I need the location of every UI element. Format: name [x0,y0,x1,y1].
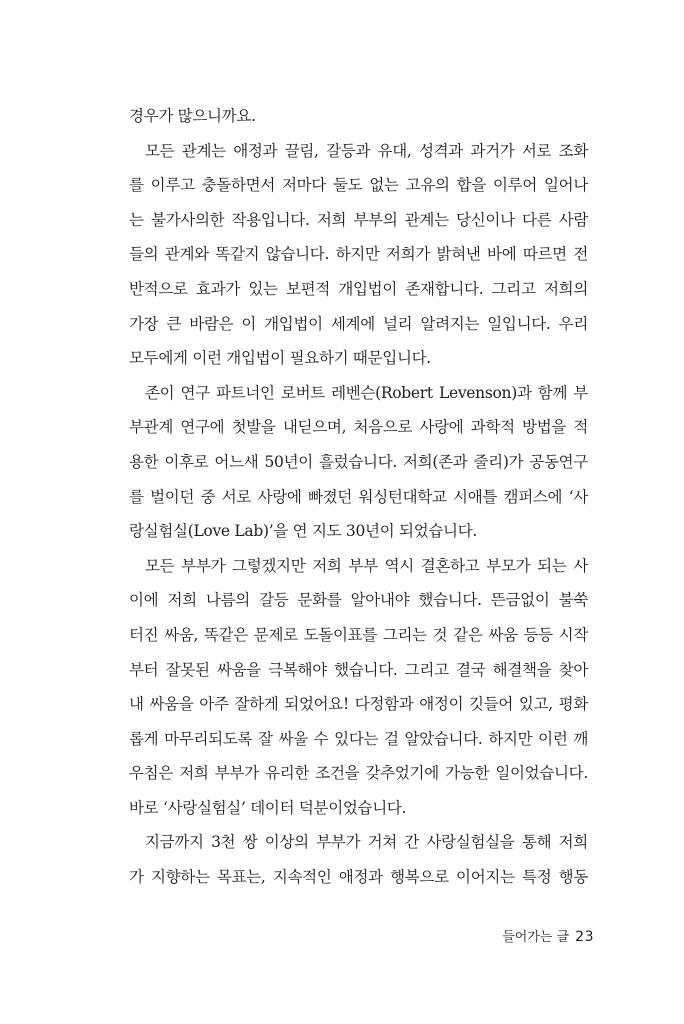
text-line: 를 벌이던 중 서로 사랑에 빠졌던 워싱턴대학교 시애틀 캠퍼스에 ‘사 [129,487,588,506]
text-line: 지금까지 3천 쌍 이상의 부부가 거쳐 간 사랑실험실을 통해 저희 [145,833,588,852]
text-line: 반적으로 효과가 있는 보편적 개입법이 존재합니다. 그리고 저희의 [129,279,588,298]
text-line: 터진 싸움, 똑같은 문제로 도돌이표를 그리는 것 같은 싸움 등등 시작 [129,625,588,644]
text-line: 가장 큰 바람은 이 개입법이 세계에 널리 알려지는 일입니다. 우리 [129,314,588,333]
text-line: 롭게 마무리되도록 잘 싸울 수 있다는 걸 알았습니다. 하지만 이런 깨 [129,729,588,748]
text-line: 가 지향하는 목표는, 지속적인 애정과 행복으로 이어지는 특정 행동 [129,868,588,887]
text-line: 경우가 많으니까요. [129,107,256,125]
text-line: 모든 관계는 애정과 끌림, 갈등과 유대, 성격과 과거가 서로 조화 [145,141,588,160]
text-line: 부관계 연구에 첫발을 내딛으며, 처음으로 사랑에 과학적 방법을 적 [129,418,588,437]
running-footer [502,926,594,945]
text-line: 용한 이후로 어느새 50년이 흘렀습니다. 저희(존과 줄리)가 공동연구 [129,452,588,471]
text-line: 우침은 저희 부부가 유리한 조건을 갖추었기에 가능한 일이었습니다. [129,764,588,783]
text-line: 는 불가사의한 작용입니다. 저희 부부의 관계는 당신이나 다른 사람 [129,210,588,229]
text-line: 존이 연구 파트너인 로버트 레벤슨(Robert Levenson)과 함께 부 [145,383,588,402]
text-line: 내 싸움을 아주 잘하게 되었어요! 다정함과 애정이 깃들어 있고, 평화 [129,695,588,714]
text-line: 부터 잘못된 싸움을 극복해야 했습니다. 그리고 결국 해결책을 찾아 [129,660,588,679]
text-line: 랑실험실(Love Lab)’을 연 지도 30년이 되었습니다. [129,522,478,541]
text-line: 를 이루고 충돌하면서 저마다 둘도 없는 고유의 합을 이루어 일어나 [129,176,588,195]
text-line: 이에 저희 나름의 갈등 문화를 알아내야 했습니다. 뜬금없이 불쑥 [129,591,588,610]
text-line: 바로 ‘사랑실험실’ 데이터 덕분이었습니다. [129,798,407,817]
section-title: 들어가는 글 [502,930,570,945]
body-text [129,99,588,895]
text-line: 들의 관계와 똑같지 않습니다. 하지만 저희가 밝혀낸 바에 따르면 전 [129,245,588,264]
page-number: 23 [575,929,594,945]
text-line: 모든 부부가 그렇겠지만 저희 부부 역시 결혼하고 부모가 되는 사 [145,556,588,575]
text-line: 모두에게 이런 개입법이 필요하기 때문입니다. [129,349,431,368]
